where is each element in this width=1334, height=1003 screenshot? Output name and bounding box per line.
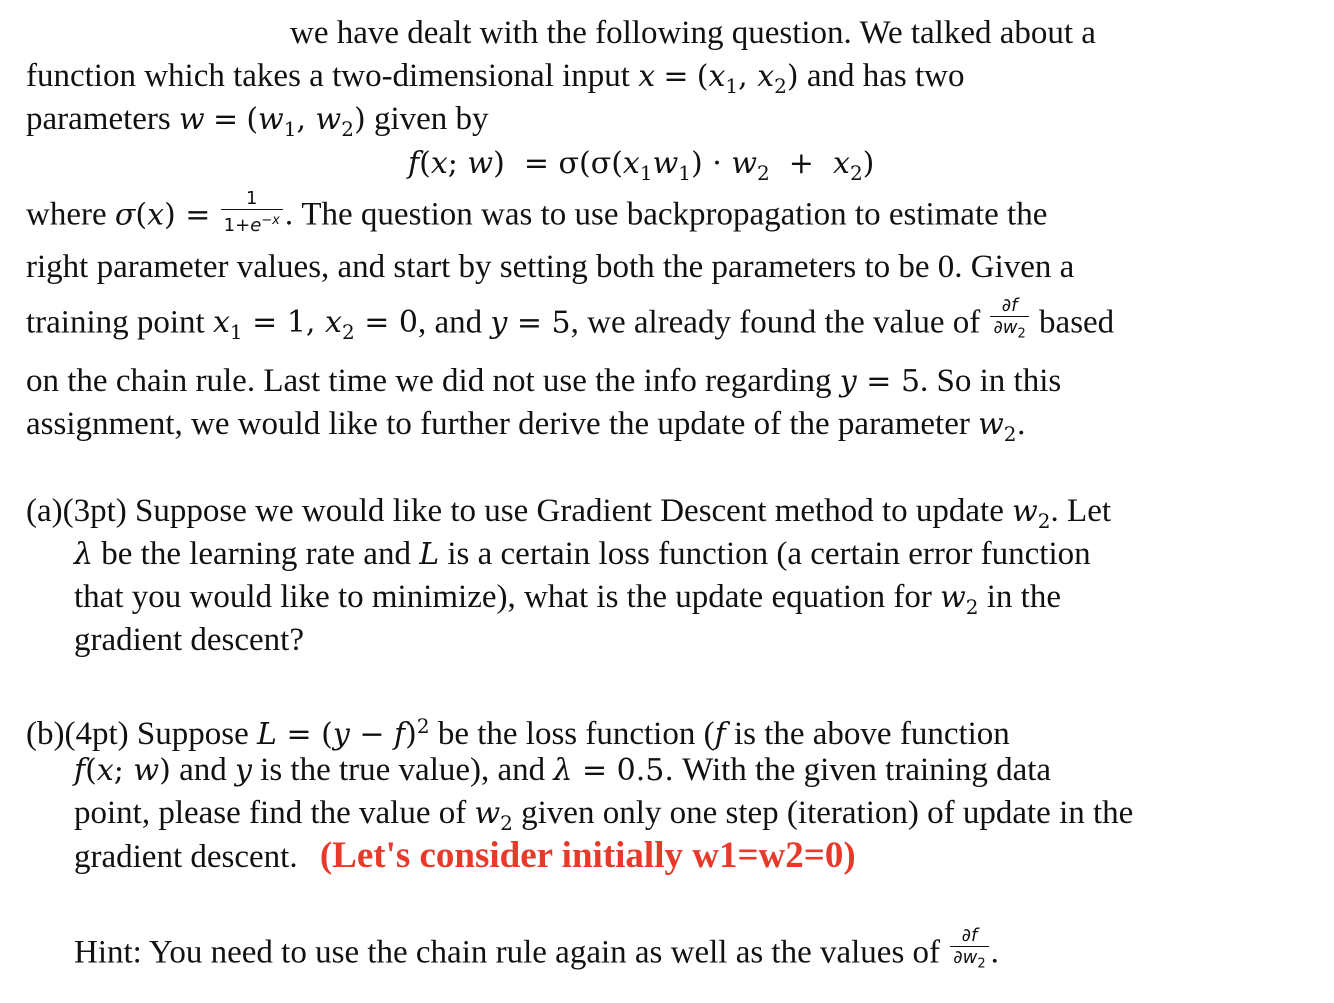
intro-line-5: where σ(x) = $\frac{1}{1+e^{-x}}$ . The question was to use backpropagation to estimate the	[26, 188, 1048, 236]
part-a-points: (3pt)	[62, 493, 127, 529]
intro-line-9: assignment, we would like to further derive the update of the parameter $w_2$.	[26, 406, 1027, 446]
part-b-label: (b)	[26, 716, 65, 752]
partial-fraction: $\frac{\partial f}{\partial w_2}$	[990, 296, 1028, 346]
intro-line-7: training point $x_1 = 1$, $x_2 = 0$, and y = 5, we already found the value of $\frac{\partial f}{\partial w_2}$ based	[26, 295, 1115, 345]
intro-line-2: function which takes a two-dimensional input $x = (x_1$, $x_2$) and has two	[26, 58, 965, 98]
part-b-points: (4pt)	[64, 716, 129, 752]
part-a-line-1: (a)(3pt) Suppose we would like to use Gradient Descent method to update $w_2$. Let	[26, 493, 1112, 533]
hint-line: Hint: You need to use the chain rule again as well as the values of $\frac{\partial f}{\partial w_2}$ .	[74, 930, 999, 980]
intro-line-8: on the chain rule. Last time we did not use the info regarding y = 5. So in this	[26, 363, 1062, 399]
part-a-line-4: gradient descent?	[74, 622, 304, 658]
part-b-line-1: (b)(4pt) Suppose $L = (y - f)^2$ be the loss function (f is the above function	[26, 714, 1010, 752]
sigmoid-fraction: $\frac{1}{1+e^{-x}}$	[221, 189, 283, 237]
part-b-line-3: point, please find the value of $w_2$ given only one step (iteration) of update in the	[74, 795, 1134, 835]
intro-line-3: parameters $w = (w_1$, $w_2$) given by	[26, 101, 489, 141]
part-b-line-4: gradient descent. (Let's consider initially w1=w2=0)	[74, 835, 856, 876]
part-a-line-3: that you would like to minimize), what is the update equation for $w_2$ in the	[74, 579, 1061, 619]
hint-partial-fraction: $\frac{\partial f}{\partial w_2}$	[950, 926, 988, 976]
initial-condition-note: (Let's consider initially w1=w2=0)	[319, 835, 856, 876]
intro-line-1: we have dealt with the following question. We talked about a	[290, 15, 1096, 51]
function-equation: f(x; $w) = \sigma(\sigma(x_1w_1) \cdot w_2 + x_2)$	[408, 146, 875, 185]
part-b-line-2: f(x; w) and y is the true value), and λ = 0.5. With the given training data	[74, 752, 1052, 788]
intro-line-6: right parameter values, and start by setting both the parameters to be 0. Given a	[26, 249, 1075, 285]
part-a-line-2: λ be the learning rate and L is a certain loss function (a certain error function	[74, 536, 1091, 572]
part-a-label: (a)	[26, 493, 63, 529]
